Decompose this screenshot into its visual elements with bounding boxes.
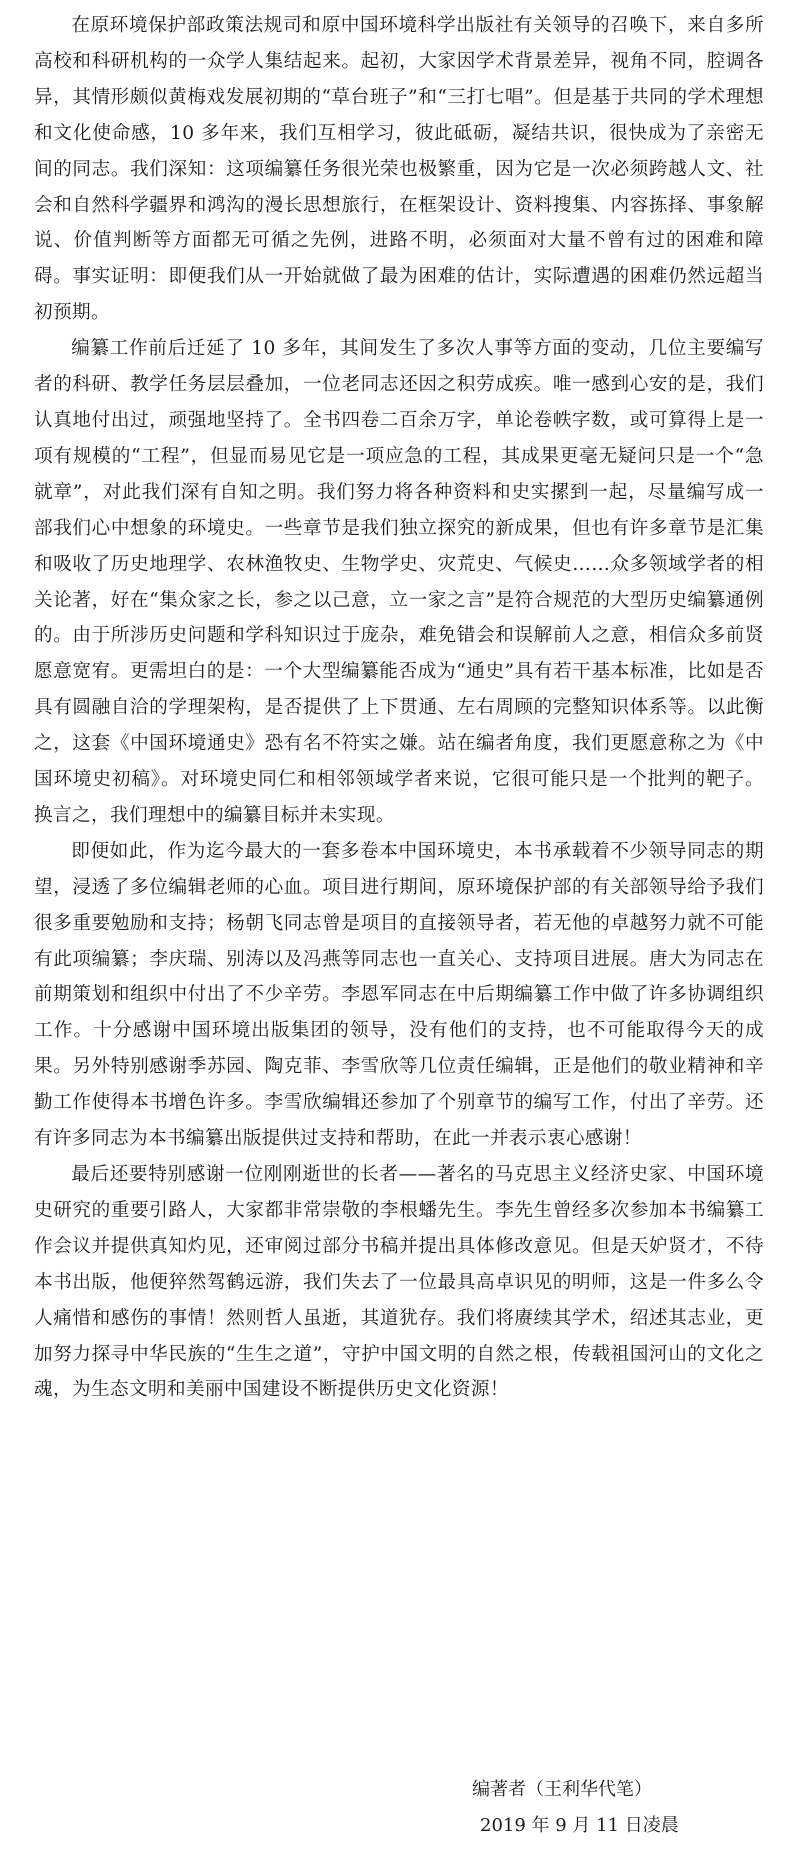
- paragraph-2: 编纂工作前后迁延了 10 多年，其间发生了多次人事等方面的变动，几位主要编写者的科研、教学任务层层叠加，一位老同志还因之积劳成疾。唯一感到心安的是，我们认真地付出过，顽强地坚持了。全书四卷二百余万字，单论卷帙字数，或可算得上是一项有规模的“工程”，但显而易见它是一项应急的工程，其成果更毫无疑问只是一个“急就章”，对此我们深有自知之明。我们努力将各种资料和史实摞到一起，尽量编写成一部我们心中想象的环境史。一些章节是我们独立探究的新成果，但也有许多章节是汇集和吸收了历史地理学、农林渔牧史、生物学史、灾荒史、气候史……众多领域学者的相关论著，好在“集众家之长，参之以己意，立一家之言”是符合规范的大型历史编纂通例的。由于所涉历史问题和学科知识过于庞杂，难免错会和误解前人之意，相信众多前贤愿意宽宥。更需坦白的是：一个大型编纂能否成为“通史”具有若干基本标准，比如是否具有圆融自洽的学理架构，是否提供了上下贯通、左右周顾的完整知识体系等。以此衡之，这套《中国环境通史》恐有名不符实之嫌。站在编者角度，我们更愿意称之为《中国环境史初稿》。对环境史同仁和相邻领域学者来说，它很可能只是一个批判的靶子。换言之，我们理想中的编纂目标并未实现。: [34, 338, 764, 826]
- signature-author: 编著者（王利华代笔）: [472, 1779, 652, 1800]
- paragraph-4: 最后还要特别感谢一位刚刚逝世的长者——著名的马克思主义经济史家、中国环境史研究的重要引路人，大家都非常崇敬的李根蟠先生。李先生曾经多次参加本书编纂工作会议并提供真知灼见，还审阅过部分书稿并提出具体修改意见。但是天妒贤才，不待本书出版，他便猝然驾鹤远游，我们失去了一位最具高卓识见的明师，这是一件多么令人痛惜和感伤的事情！然则哲人虽逝，其道犹存。我们将赓续其学术，绍述其志业，更加努力探寻中华民族的“生生之道”，守护中国文明的自然之根，传载祖国河山的文化之魂，为生态文明和美丽中国建设不断提供历史文化资源！: [34, 1164, 764, 1401]
- paragraph-3: 即便如此，作为迄今最大的一套多卷本中国环境史，本书承载着不少领导同志的期望，浸透了多位编辑老师的心血。项目进行期间，原环境保护部的有关部领导给予我们很多重要勉励和支持；杨朝飞同志曾是项目的直接领导者，若无他的卓越努力就不可能有此项编纂；李庆瑞、别涛以及冯燕等同志也一直关心、支持项目进展。唐大为同志在前期策划和组织中付出了不少辛劳。李恩军同志在中后期编纂工作中做了许多协调组织工作。十分感谢中国环境出版集团的领导，没有他们的支持，也不可能取得今天的成果。另外特别感谢季苏园、陶克菲、李雪欣等几位责任编辑，正是他们的敬业精神和辛勤工作使得本书增色许多。李雪欣编辑还参加了个别章节的编写工作，付出了辛劳。还有许多同志为本书编纂出版提供过支持和帮助，在此一并表示衷心感谢！: [34, 840, 764, 1150]
- signature-date: 2019 年 9 月 11 日凌晨: [480, 1815, 679, 1836]
- signature-block: [0, 1772, 790, 1844]
- paragraph-1: 在原环境保护部政策法规司和原中国环境科学出版社有关领导的召唤下，来自多所高校和科研机构的一众学人集结起来。起初，大家因学术背景差异，视角不同，腔调各异，其情形颇似黄梅戏发展初期的“草台班子”和“三打七唱”。但是基于共同的学术理想和文化使命感，10 多年来，我们互相学习，彼此砥砺，凝结共识，很快成为了亲密无间的同志。我们深知：这项编纂任务很光荣也极繁重，因为它是一次必须跨越人文、社会和自然科学疆界和鸿沟的漫长思想旅行，在框架设计、资料搜集、内容拣择、事象解说、价值判断等方面都无可循之先例，进路不明，必须面对大量不曾有过的困难和障碍。事实证明：即便我们从一开始就做了最为困难的估计，实际遭遇的困难仍然远超当初预期。: [34, 15, 764, 324]
